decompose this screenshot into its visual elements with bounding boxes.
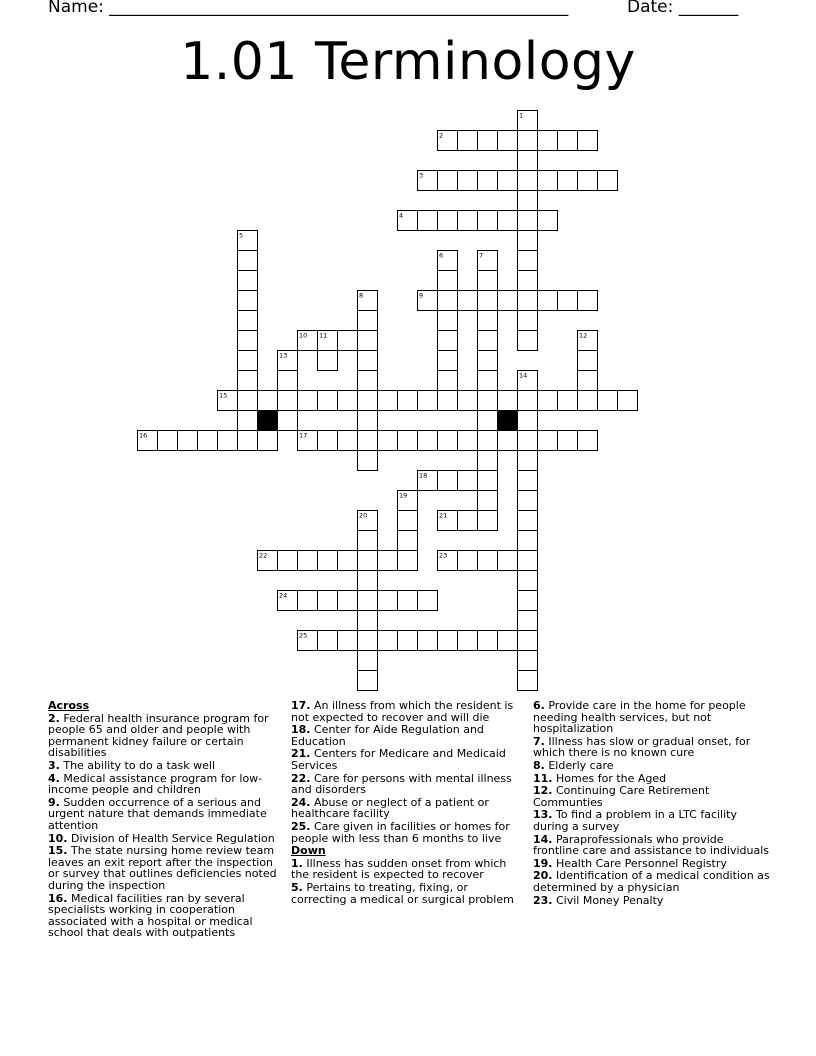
grid-cell[interactable]	[458, 471, 478, 491]
grid-cell[interactable]	[518, 611, 538, 631]
grid-cell[interactable]	[538, 171, 558, 191]
grid-cell[interactable]	[518, 251, 538, 271]
date-field-label: Date: _______	[627, 0, 739, 17]
clues-column-1	[48, 700, 283, 940]
grid-cell[interactable]	[518, 571, 538, 591]
clue-number: 16	[139, 431, 148, 440]
grid-cell[interactable]	[458, 631, 478, 651]
grid-cell[interactable]	[438, 211, 458, 231]
grid-cell[interactable]	[358, 571, 378, 591]
clue-number: 21	[439, 511, 448, 520]
grid-cell[interactable]	[458, 551, 478, 571]
grid-cell[interactable]	[558, 291, 578, 311]
grid-cell[interactable]	[518, 631, 538, 651]
grid-cell[interactable]	[418, 591, 438, 611]
grid-cell[interactable]	[438, 351, 458, 371]
grid-cell[interactable]	[518, 331, 538, 351]
grid-cell[interactable]	[298, 391, 318, 411]
grid-cell[interactable]	[458, 511, 478, 531]
grid-cell[interactable]	[478, 411, 498, 431]
grid-cell[interactable]	[478, 471, 498, 491]
clue-number: 1	[519, 111, 524, 120]
clue-number: 15	[219, 391, 228, 400]
grid-cell[interactable]	[478, 631, 498, 651]
grid-cell[interactable]	[338, 551, 358, 571]
grid-cell[interactable]	[398, 391, 418, 411]
grid-cell[interactable]	[358, 611, 378, 631]
grid-cell[interactable]	[398, 591, 418, 611]
grid-cell[interactable]	[238, 351, 258, 371]
grid-cell[interactable]	[478, 171, 498, 191]
grid-cell[interactable]	[518, 391, 538, 411]
grid-cell[interactable]	[478, 511, 498, 531]
clue-down-11: 11. Homes for the Aged	[533, 771, 667, 785]
grid-cell[interactable]	[458, 171, 478, 191]
clue-number: 7	[479, 251, 484, 260]
down-heading: Down	[291, 844, 326, 858]
grid-cell[interactable]	[358, 371, 378, 391]
grid-cell[interactable]	[258, 391, 278, 411]
grid-cell[interactable]	[478, 211, 498, 231]
grid-cell[interactable]	[318, 391, 338, 411]
grid-cell[interactable]	[298, 591, 318, 611]
grid-cell[interactable]	[438, 371, 458, 391]
grid-cell[interactable]	[438, 631, 458, 651]
grid-cell[interactable]	[438, 431, 458, 451]
grid-cell[interactable]	[498, 291, 518, 311]
grid-cell[interactable]	[418, 631, 438, 651]
grid-cell[interactable]	[318, 631, 338, 651]
clue-across-3: 3. The ability to do a task well	[48, 758, 216, 772]
grid-cell[interactable]	[478, 431, 498, 451]
page-title: 1.01 Terminology	[180, 32, 636, 92]
clue-down-7: 7. Illness has slow or gradual onset, for which there is no known cure	[533, 734, 751, 760]
grid-cell[interactable]	[518, 651, 538, 671]
clue-down-8: 8. Elderly care	[533, 758, 614, 772]
grid-cell[interactable]	[538, 291, 558, 311]
clue-down-6: 6. Provide care in the home for people needing health services, but not hospitalization	[533, 699, 746, 736]
grid-cell[interactable]	[398, 531, 418, 551]
grid-cell[interactable]	[578, 291, 598, 311]
clue-number: 10	[299, 331, 308, 340]
grid-cell[interactable]	[358, 591, 378, 611]
grid-cell[interactable]	[558, 131, 578, 151]
grid-cell[interactable]	[498, 391, 518, 411]
grid-cell[interactable]	[358, 391, 378, 411]
grid-cell[interactable]	[438, 171, 458, 191]
grid-cell[interactable]	[518, 431, 538, 451]
grid-cell[interactable]	[378, 631, 398, 651]
grid-cell[interactable]	[358, 331, 378, 351]
grid-cell[interactable]	[418, 431, 438, 451]
clue-number: 25	[299, 631, 308, 640]
grid-cell[interactable]	[558, 391, 578, 411]
grid-cell[interactable]	[438, 391, 458, 411]
clue-number: 14	[519, 371, 528, 380]
grid-cell[interactable]	[338, 391, 358, 411]
grid-cell[interactable]	[418, 211, 438, 231]
grid-cell[interactable]	[218, 431, 238, 451]
grid-cell[interactable]	[358, 351, 378, 371]
grid-cell[interactable]	[178, 431, 198, 451]
grid-cell[interactable]	[398, 511, 418, 531]
black-square	[258, 411, 278, 431]
grid-cell[interactable]	[518, 491, 538, 511]
grid-cell[interactable]	[518, 671, 538, 691]
grid-cell[interactable]	[458, 391, 478, 411]
grid-cell[interactable]	[318, 591, 338, 611]
grid-cell[interactable]	[478, 331, 498, 351]
grid-cell[interactable]	[578, 351, 598, 371]
grid-cell[interactable]	[558, 431, 578, 451]
grid-cell[interactable]	[518, 171, 538, 191]
clue-down-20: 20. Identification of a medical condition as determined by a physician	[533, 869, 770, 894]
clue-across-10: 10. Division of Health Service Regulation	[48, 831, 275, 845]
grid-cell[interactable]	[278, 371, 298, 391]
grid-cell[interactable]	[518, 451, 538, 471]
grid-cell[interactable]	[478, 131, 498, 151]
clue-across-2: 2. Federal health insurance program for people 65 and older and people with permanent kidney failure or certain disabilities	[48, 711, 269, 760]
grid-cell[interactable]	[518, 291, 538, 311]
clue-across-15: 15. The state nursing home review team leaves an exit report after the inspection or survey that outlines deficiencies noted during the inspection	[48, 844, 277, 892]
grid-cell[interactable]	[578, 431, 598, 451]
grid-cell[interactable]	[358, 311, 378, 331]
grid-cell[interactable]	[318, 431, 338, 451]
grid-cell[interactable]	[238, 251, 258, 271]
grid-cell[interactable]	[538, 211, 558, 231]
clue-number: 2	[439, 131, 444, 140]
clue-number: 17	[299, 431, 308, 440]
grid-cell[interactable]	[498, 631, 518, 651]
clue-across-24: 24. Abuse or neglect of a patient or healthcare facility	[291, 795, 489, 821]
grid-cell[interactable]	[378, 431, 398, 451]
grid-cell[interactable]	[238, 331, 258, 351]
clue-across-18: 18. Center for Aide Regulation and Education	[291, 723, 484, 748]
grid-cell[interactable]	[418, 391, 438, 411]
across-heading: Across	[48, 699, 90, 712]
grid-cell[interactable]	[238, 311, 258, 331]
grid-cell[interactable]	[438, 311, 458, 331]
grid-cell[interactable]	[458, 431, 478, 451]
clue-number: 22	[259, 551, 268, 560]
grid-cell[interactable]	[318, 551, 338, 571]
clue-down-14: 14. Paraprofessionals who provide frontline care and assistance to individuals	[533, 832, 770, 858]
clue-number: 11	[319, 331, 328, 340]
clue-number: 4	[399, 211, 404, 220]
clue-number: 24	[279, 591, 288, 600]
grid-cell[interactable]	[518, 411, 538, 431]
grid-cell[interactable]	[458, 131, 478, 151]
grid-cell[interactable]	[598, 391, 618, 411]
grid-cell[interactable]	[358, 451, 378, 471]
grid-cell[interactable]	[478, 291, 498, 311]
clue-down-12: 12. Continuing Care Retirement Communties	[533, 784, 710, 809]
clue-down-5: 5. Pertains to treating, fixing, or correcting a medical or surgical problem	[291, 880, 514, 906]
grid-cell[interactable]	[518, 151, 538, 171]
clue-down-23: 23. Civil Money Penalty	[533, 893, 664, 907]
grid-cell[interactable]	[538, 131, 558, 151]
clue-down-1: 1. Illness has sudden onset from which the resident is expected to recover	[291, 856, 507, 882]
grid-cell[interactable]	[358, 631, 378, 651]
grid-cell[interactable]	[578, 171, 598, 191]
grid-cell[interactable]	[358, 551, 378, 571]
grid-cell[interactable]	[458, 211, 478, 231]
grid-cell[interactable]	[438, 331, 458, 351]
grid-cell[interactable]	[518, 191, 538, 211]
grid-cell[interactable]	[158, 431, 178, 451]
clue-number: 20	[359, 511, 368, 520]
grid-cell[interactable]	[438, 291, 458, 311]
grid-cell[interactable]	[518, 531, 538, 551]
grid-cell[interactable]	[258, 431, 278, 451]
grid-cell[interactable]	[378, 391, 398, 411]
grid-cell[interactable]	[478, 551, 498, 571]
grid-cell[interactable]	[398, 551, 418, 571]
grid-cell[interactable]	[358, 651, 378, 671]
grid-cell[interactable]	[538, 391, 558, 411]
clue-number: 6	[439, 251, 444, 260]
grid-cell[interactable]	[338, 331, 358, 351]
grid-cell[interactable]	[438, 271, 458, 291]
grid-cell[interactable]	[498, 131, 518, 151]
grid-cell[interactable]	[378, 591, 398, 611]
grid-cell[interactable]	[438, 471, 458, 491]
grid-cell[interactable]	[538, 431, 558, 451]
grid-cell[interactable]	[358, 671, 378, 691]
grid-cell[interactable]	[358, 411, 378, 431]
grid-cell[interactable]	[558, 171, 578, 191]
grid-cell[interactable]	[578, 371, 598, 391]
clue-across-4: 4. Medical assistance program for low-income people and children	[48, 771, 263, 797]
clue-number: 18	[419, 471, 428, 480]
grid-cell[interactable]	[238, 371, 258, 391]
clue-number: 8	[359, 291, 364, 300]
grid-cell[interactable]	[518, 131, 538, 151]
clues-column-2	[291, 700, 526, 906]
grid-cell[interactable]	[378, 551, 398, 571]
grid-cell[interactable]	[478, 271, 498, 291]
grid-cell[interactable]	[198, 431, 218, 451]
grid-cell[interactable]	[618, 391, 638, 411]
grid-cell[interactable]	[238, 271, 258, 291]
grid-cell[interactable]	[238, 391, 258, 411]
black-square	[498, 411, 518, 431]
clue-number: 3	[419, 171, 424, 180]
grid-cell[interactable]	[518, 511, 538, 531]
grid-cell[interactable]	[478, 311, 498, 331]
clue-number: 19	[399, 491, 408, 500]
grid-cell[interactable]	[358, 531, 378, 551]
grid-cell[interactable]	[338, 591, 358, 611]
grid-cell[interactable]	[518, 271, 538, 291]
grid-cell[interactable]	[578, 391, 598, 411]
clue-across-25: 25. Care given in facilities or homes for people with less than 6 months to live	[291, 819, 510, 845]
grid-cell[interactable]	[278, 391, 298, 411]
grid-cell[interactable]	[338, 631, 358, 651]
grid-cell[interactable]	[498, 551, 518, 571]
grid-cell[interactable]	[458, 291, 478, 311]
grid-cell[interactable]	[598, 171, 618, 191]
grid-cell[interactable]	[238, 411, 258, 431]
grid-cell[interactable]	[518, 551, 538, 571]
grid-cell[interactable]	[518, 231, 538, 251]
grid-cell[interactable]	[518, 591, 538, 611]
clue-number: 13	[279, 351, 288, 360]
clue-number: 23	[439, 551, 448, 560]
grid-cell[interactable]	[478, 391, 498, 411]
grid-cell[interactable]	[518, 471, 538, 491]
clue-across-17: 17. An illness from which the resident is not expected to recover and will die	[291, 699, 514, 724]
grid-cell[interactable]	[478, 351, 498, 371]
grid-cell[interactable]	[298, 551, 318, 571]
grid-cell[interactable]	[478, 371, 498, 391]
clue-across-22: 22. Care for persons with mental illness and disorders	[291, 771, 512, 797]
clue-number: 12	[579, 331, 588, 340]
clue-number: 5	[239, 231, 244, 240]
grid-cell[interactable]	[498, 431, 518, 451]
grid-cell[interactable]	[318, 351, 338, 371]
clue-down-13: 13. To find a problem in a LTC facility during a survey	[533, 808, 737, 833]
grid-cell[interactable]	[238, 431, 258, 451]
clue-across-21: 21. Centers for Medicare and Medicaid Services	[291, 747, 506, 772]
grid-cell[interactable]	[478, 451, 498, 471]
grid-cell[interactable]	[518, 311, 538, 331]
grid-cell[interactable]	[358, 431, 378, 451]
grid-cell[interactable]	[498, 211, 518, 231]
clues-column-3	[533, 700, 773, 907]
grid-cell[interactable]	[518, 211, 538, 231]
grid-cell[interactable]	[398, 431, 418, 451]
grid-cell[interactable]	[498, 171, 518, 191]
grid-cell[interactable]	[478, 491, 498, 511]
clue-across-16: 16. Medical facilities ran by several specialists working in cooperation associated with a hospital or medical school that deals with outpatients	[48, 891, 253, 940]
name-field-label: Name: ______________________________________________________	[48, 0, 569, 17]
grid-cell[interactable]	[398, 631, 418, 651]
grid-cell[interactable]	[278, 411, 298, 431]
grid-cell[interactable]	[238, 291, 258, 311]
grid-cell[interactable]	[338, 431, 358, 451]
clue-down-19: 19. Health Care Personnel Registry	[533, 856, 727, 870]
grid-cell[interactable]	[578, 131, 598, 151]
clue-across-9: 9. Sudden occurrence of a serious and urgent nature that demands immediate attention	[48, 795, 267, 832]
clue-number: 9	[419, 291, 424, 300]
grid-cell[interactable]	[278, 551, 298, 571]
